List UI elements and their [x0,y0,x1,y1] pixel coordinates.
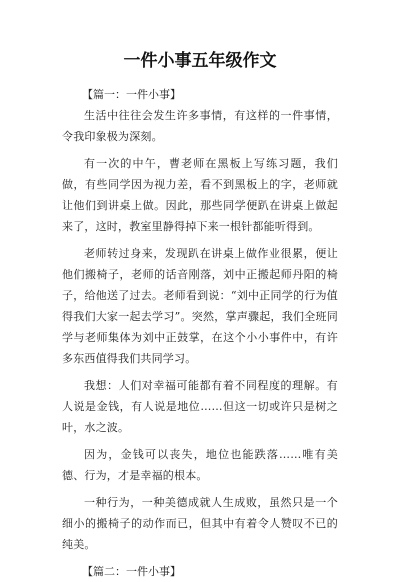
paragraph: 因为，金钱可以丧失，地位也能跌落……唯有美德、行为，才是幸福的根本。 [62,448,338,482]
paragraph: 有一次的中午，曹老师在黑板上写练习题，我们做，有些同学因为视力差，看不到黑板上的字，老师就让他们到讲桌上做。因此，那些同学便趴在讲桌上做起来了，这时，教室里静得掉下来一根针都能听得到。 [62,157,338,233]
paragraph: 老师转过身来，发现趴在讲桌上做作业很累，便让他们搬椅子，老师的话音刚落，刘中正搬起师丹阳的椅子，给他送了过去。老师看到说：“刘中正同学的行为值得我们大家一起去学习”。突然，掌声骤起，我们全班同学与老师集体为刘中正鼓掌，在这个小小事件中，有许多东西值得我们共同学习。 [62,247,338,365]
paragraph: 我想：人们对幸福可能都有着不同程度的理解。有人说是金钱，有人说是地位……但这一切或许只是树之叶，水之波。 [62,379,338,434]
section-heading-2: 【篇二：一件小事】 [82,565,181,578]
document-title: 一件小事五年级作文 [123,51,277,71]
section-heading-1: 【篇一：一件小事】 [82,88,181,101]
paragraph: 生活中往往会发生许多事情，有这样的一件事情，令我印象极为深刻。 [62,109,338,143]
paragraph: 一种行为，一种美德成就人生成败，虽然只是一个细小的搬椅子的动作而已，但其中有着令人赞叹不已的纯美。 [62,496,338,551]
